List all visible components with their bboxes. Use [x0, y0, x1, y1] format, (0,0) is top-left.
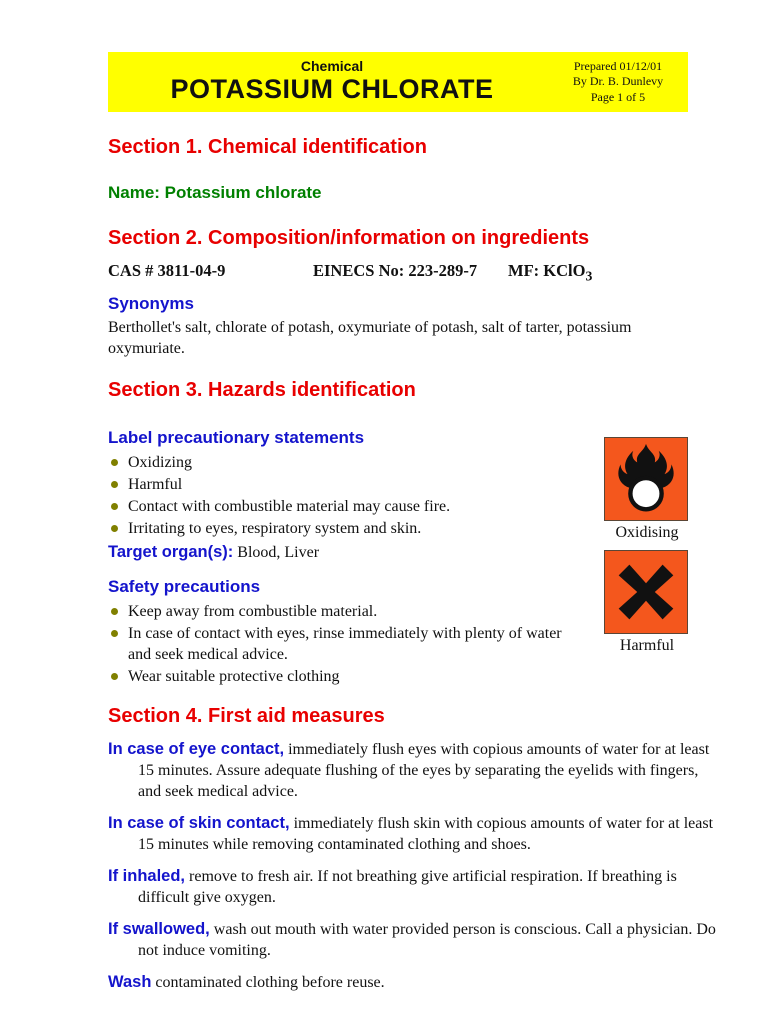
cas-number: CAS # 3811-04-9: [108, 261, 226, 280]
first-aid-text: immediately flush skin with copious amounts of water for at least 15 minutes while removing contaminated clothing and shoes.: [138, 815, 714, 854]
bullet-icon: [111, 630, 118, 637]
identifiers-row: [108, 261, 690, 284]
document-title: POTASSIUM CHLORATE: [170, 73, 494, 104]
bullet-icon: [111, 459, 118, 466]
target-organs-value: Blood, Liver: [233, 544, 320, 562]
label-statements-list: [108, 452, 578, 539]
hazard-pictograms-column: [604, 437, 690, 687]
section1-heading: Section 1. Chemical identification: [108, 136, 427, 158]
bullet-icon: [111, 503, 118, 510]
harmful-cross-icon: [604, 550, 688, 634]
header-title-block: [108, 59, 556, 104]
first-aid-text: remove to fresh air. If not breathing give artificial respiration. If breathing is difficult give oxygen.: [138, 868, 677, 907]
first-aid-skin-contact: [108, 813, 724, 855]
prepared-date: Prepared 01/12/01: [573, 58, 663, 73]
list-item: [108, 452, 578, 473]
list-item-text: Wear suitable protective clothing: [128, 668, 340, 686]
oxidising-caption: Oxidising: [615, 524, 679, 542]
header-meta: [556, 59, 688, 106]
list-item: [108, 666, 578, 687]
section3-heading: Section 3. Hazards identification: [108, 379, 416, 402]
oxidising-flame-icon: [604, 437, 688, 521]
first-aid-inhaled: [108, 866, 724, 908]
first-aid-eye-contact: [108, 739, 724, 802]
bullet-icon: [111, 673, 118, 680]
header-kicker: Chemical: [300, 58, 364, 75]
hazards-text-column: [108, 428, 578, 687]
section2-heading: Section 2. Composition/information on ingredients: [108, 227, 590, 249]
list-item-text: Contact with combustible material may cause fire.: [128, 498, 451, 516]
first-aid-lead: In case of skin contact,: [108, 814, 290, 833]
target-organs-label: Target organ(s):: [108, 543, 234, 562]
list-item-text: Irritating to eyes, respiratory system and skin.: [128, 520, 422, 538]
molecular-formula-subscript: 3: [585, 268, 593, 284]
list-item-text: Keep away from combustible material.: [128, 603, 378, 621]
first-aid-lead: Wash: [108, 973, 152, 992]
first-aid-lead: If swallowed,: [108, 920, 210, 939]
document-header: [108, 52, 688, 112]
list-item-text: Oxidizing: [128, 454, 192, 472]
prepared-by: By Dr. B. Dunlevy: [572, 74, 664, 89]
list-item: [108, 474, 578, 495]
list-item-text: In case of contact with eyes, rinse immediately with plenty of water and seek medical advice.: [128, 625, 562, 664]
molecular-formula-text: MF: KClO: [508, 261, 586, 280]
oxidising-pictogram: [604, 437, 690, 542]
harmful-pictogram: [604, 550, 690, 655]
target-organs-line: [108, 542, 578, 563]
list-item: [108, 601, 578, 622]
document-body: [108, 128, 716, 993]
safety-precautions-list: [108, 601, 578, 687]
bullet-icon: [111, 608, 118, 615]
einecs-number: EINECS No: 223-289-7: [313, 261, 478, 280]
first-aid-text: contaminated clothing before reuse.: [151, 974, 385, 992]
list-item: [108, 496, 578, 517]
section4-heading: Section 4. First aid measures: [108, 705, 385, 728]
harmful-caption: Harmful: [619, 637, 675, 655]
first-aid-wash: [108, 972, 724, 993]
safety-precautions-heading: Safety precautions: [108, 577, 261, 597]
chemical-name-line: Name: Potassium chlorate: [108, 183, 322, 202]
first-aid-text: immediately flush eyes with copious amounts of water for at least 15 minutes. Assure adequate flushing of the eyes by separating the eyelids with fingers, and seek medical advice.: [138, 741, 710, 801]
page-number: Page 1 of 5: [590, 89, 646, 104]
bullet-icon: [111, 525, 118, 532]
list-item-text: Harmful: [128, 476, 183, 494]
synonyms-text: Berthollet's salt, chlorate of potash, oxymuriate of potash, salt of tarter, potassium oxymuriate.: [108, 319, 632, 358]
molecular-formula: [508, 261, 592, 284]
hazards-body: [108, 428, 690, 687]
first-aid-text: wash out mouth with water provided person is conscious. Call a physician. Do not induce vomiting.: [138, 921, 716, 960]
list-item: [108, 518, 578, 539]
first-aid-lead: If inhaled,: [108, 867, 186, 886]
list-item: [108, 623, 578, 665]
bullet-icon: [111, 481, 118, 488]
label-statements-heading: Label precautionary statements: [108, 428, 365, 448]
first-aid-lead: In case of eye contact,: [108, 740, 285, 759]
synonyms-heading: Synonyms: [108, 294, 194, 314]
first-aid-swallowed: [108, 919, 724, 961]
